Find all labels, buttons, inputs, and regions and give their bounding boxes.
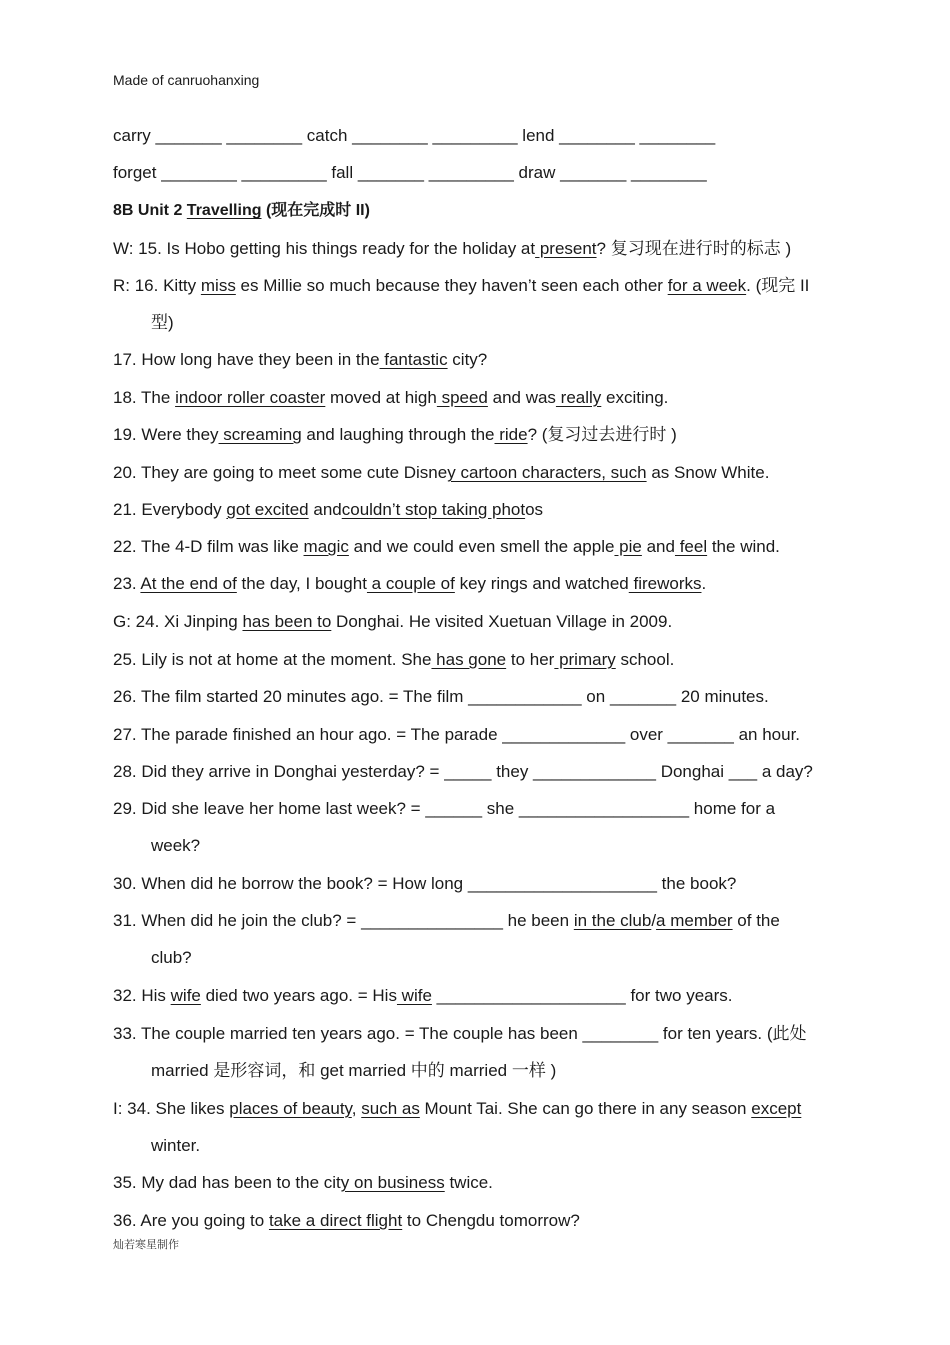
sentence-34: I: 34. She likes places of beauty, such as Mount Tai. She can go there in any season except [113, 1099, 802, 1118]
unit-label: 8B Unit 2 [113, 202, 187, 219]
unit-name: Travelling [186, 202, 262, 219]
verb-row-2: forget ________ _________ fall _______ _________ draw _______ ________ [113, 163, 707, 182]
sentence-21: 21. Everybody got excited andcouldn’t stop taking photos [113, 500, 544, 519]
sentence-18: 18. The indoor roller coaster moved at high speed and was really exciting. [113, 388, 669, 407]
sentence-23: 23. At the end of the day, I bought a couple of key rings and watched fireworks. [113, 574, 707, 593]
sentence-32: 32. His wife died two years ago. = His wife ____________________ for two years. [113, 986, 733, 1005]
sentence-20: 20. They are going to meet some cute Disney cartoon characters, such as Snow White. [113, 463, 770, 482]
sentence-35: 35. My dad has been to the city on business twice. [113, 1173, 493, 1192]
unit-title [113, 200, 370, 222]
sentence-31-cont: club? [151, 948, 192, 967]
sentence-17: 17. How long have they been in the fantastic city? [113, 350, 488, 369]
sentence-26: 26. The film started 20 minutes ago. = The film ____________ on _______ 20 minutes. [113, 687, 769, 706]
sentence-30: 30. When did he borrow the book? = How long ____________________ the book? [113, 874, 737, 893]
sentence-22: 22. The 4-D film was like magic and we could even smell the apple pie and feel the wind. [113, 537, 780, 556]
sentence-28: 28. Did they arrive in Donghai yesterday? = _____ they _____________ Donghai ___ a day? [113, 762, 813, 781]
sentence-33-cont: married 是形容词，和 get married 中的 married 一样 ) [151, 1061, 557, 1080]
sentence-34-cont: winter. [151, 1136, 201, 1155]
verb-row-1: carry _______ ________ catch ________ _________ lend ________ ________ [113, 126, 716, 145]
sentence-19: 19. Were they screaming and laughing through the ride? (复习过去进行时 ) [113, 425, 677, 444]
sentence-29-cont: week? [151, 836, 201, 855]
sentence-33: 33. The couple married ten years ago. = The couple has been ________ for ten years. (此处 [113, 1024, 807, 1043]
sentence-15: W: 15. Is Hobo getting his things ready for the holiday at present? 复习现在进行时的标志 ) [113, 239, 792, 258]
sentence-36: 36. Are you going to take a direct flight to Chengdu tomorrow? [113, 1211, 580, 1230]
sentence-27: 27. The parade finished an hour ago. = The parade _____________ over _______ an hour. [113, 725, 801, 744]
sentence-31: 31. When did he join the club? = _______________ he been in the club/a member of the [113, 911, 780, 930]
page-footer: 灿若寒星制作 [113, 1239, 179, 1251]
sentence-29: 29. Did she leave her home last week? = ______ she __________________ home for a [113, 799, 776, 818]
sentence-24: G: 24. Xi Jinping has been to Donghai. He visited Xuetuan Village in 2009. [113, 612, 673, 631]
unit-suffix: (现在完成时 II) [261, 202, 370, 219]
sentence-25: 25. Lily is not at home at the moment. She has gone to her primary school. [113, 650, 675, 669]
sentence-16-cont: 型) [151, 313, 174, 332]
sentence-16: R: 16. Kitty miss es Millie so much because they haven’t seen each other for a week. (现完 II [113, 276, 810, 295]
page-header: Made of canruohanxing [113, 72, 260, 88]
